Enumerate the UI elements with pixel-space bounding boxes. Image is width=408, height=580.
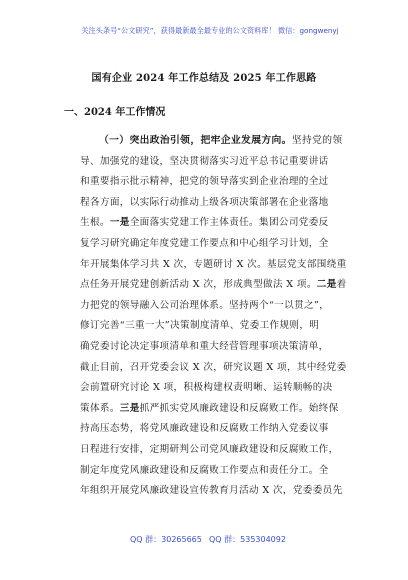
paragraph-line bbox=[80, 275, 360, 296]
paragraph-line bbox=[80, 440, 360, 461]
text-segment: 确党委讨论决定事项清单和重大经营管理事项决策清单， bbox=[80, 340, 329, 352]
paragraph-line bbox=[80, 152, 360, 173]
paragraph-line bbox=[80, 399, 360, 420]
paragraph-line bbox=[80, 316, 360, 337]
text-segment: 力把党的领导融入公司治理体系。坚持两个“一以贯之”， bbox=[80, 299, 330, 311]
paragraph-line bbox=[80, 481, 360, 502]
paragraph-line bbox=[80, 234, 360, 255]
text-segment: 坚持党的领 bbox=[291, 135, 343, 146]
text-segment: 点任务开展党建创新活动 X 次，形成典型做法 X 项。 bbox=[80, 279, 317, 291]
text-segment: 日程进行安排，定期研判公司党风廉政建设和反腐败工作， bbox=[80, 443, 339, 455]
text-segment: 程各方面，以实际行动推动上级各项决策部署在企业落地 bbox=[80, 196, 329, 208]
paragraph-line bbox=[80, 131, 360, 152]
text-segment: 持高压态势，将党风廉政建设和反腐败工作纳入党委议事 bbox=[80, 423, 329, 435]
text-segment: 会前置研究讨论 X 项，积极构建权责明晰、运转顺畅的决 bbox=[80, 382, 333, 394]
bold-text-segment: 三是 bbox=[119, 402, 140, 414]
text-segment: 截止目前，召开党委会议 X 次，研究议题 X 项，其中经党委 bbox=[80, 361, 347, 373]
text-segment: 制定年度党风廉政建设和反腐败工作要点和责任分工。全 bbox=[80, 464, 329, 476]
text-segment: 着 bbox=[336, 279, 347, 291]
promo-banner: 关注头条号“公文研究”，获得最新最全最专业的公文资料库！ 微信：gongwenyj bbox=[81, 26, 339, 35]
paragraph-line bbox=[80, 337, 360, 358]
text-segment: 复学习研究确定年度党建工作要点和中心组学习计划，全 bbox=[80, 237, 329, 249]
paragraph-line bbox=[80, 419, 360, 440]
paragraph-line bbox=[80, 213, 360, 234]
bold-text-segment: 一是 bbox=[109, 217, 130, 229]
paragraph-line bbox=[80, 358, 360, 379]
text-segment: 策体系。 bbox=[80, 402, 120, 414]
text-segment: 修订完善“三重一大”决策制度清单、党委工作规则，明 bbox=[80, 320, 320, 332]
paragraph-line bbox=[80, 461, 360, 482]
bold-text-segment: （一）突出政治引领，把牢企业发展方向。 bbox=[99, 135, 292, 146]
document-title: 国有企业 2024 年工作总结及 2025 年工作思路 bbox=[91, 73, 317, 84]
text-segment: 年组织开展党风廉政建设宣传教育月活动 X 次，党委委员先 bbox=[80, 485, 343, 497]
paragraph-line bbox=[80, 378, 360, 399]
qq-group-1: QQ 群：30265665 bbox=[130, 535, 202, 544]
text-segment: 年开展集体学习共 X 次，专题研讨 X 次。基层党支部围绕重 bbox=[80, 258, 347, 270]
qq-group-2: QQ 群：535304092 bbox=[209, 535, 286, 544]
bold-text-segment: 二是 bbox=[316, 279, 337, 291]
text-segment: 和重要指示批示精神，把党的领导落实到企业治理的全过 bbox=[80, 176, 329, 188]
text-segment: 全面落实党建工作主体责任。集团公司党委反 bbox=[129, 217, 329, 229]
text-segment: 抓严抓实党风廉政建设和反腐败工作。始终保 bbox=[139, 402, 339, 414]
paragraph-line bbox=[80, 193, 360, 214]
paragraph-line bbox=[80, 255, 360, 276]
paragraph-line bbox=[80, 296, 360, 317]
text-segment: 生根。 bbox=[80, 217, 110, 229]
paragraph-line bbox=[80, 172, 360, 193]
text-segment: 导、加强党的建设，坚决贯彻落实习近平总书记重要讲话 bbox=[80, 155, 329, 167]
section-heading: 一、2024 年工作情况 bbox=[64, 107, 166, 118]
body-text bbox=[80, 131, 360, 502]
